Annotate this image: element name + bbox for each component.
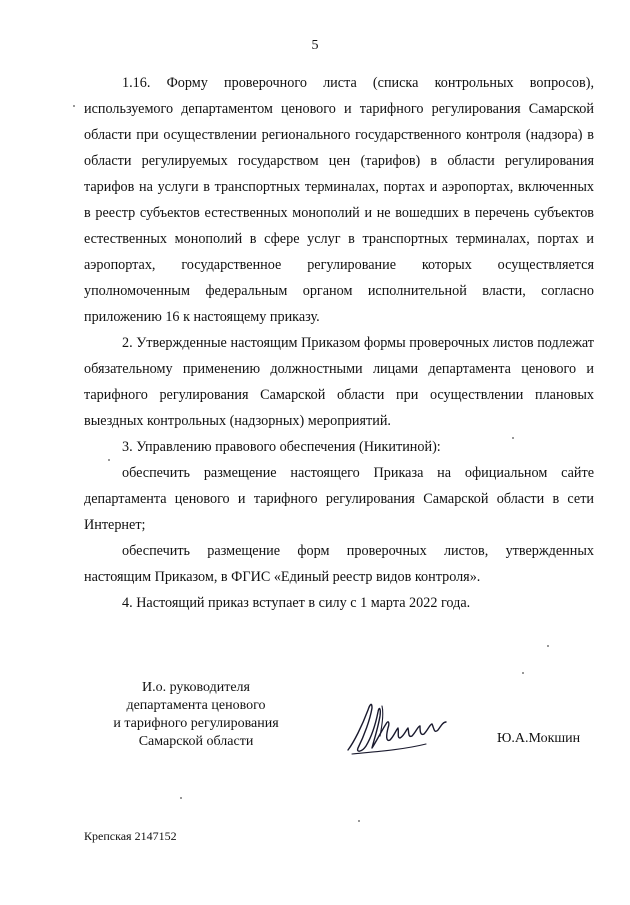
signatory-position-line: Самарской области bbox=[138, 734, 254, 749]
executor-note: Крепская 2147152 bbox=[84, 829, 177, 843]
paragraph-3-website: обеспечить размещение настоящего Приказа на официальном сайте департамента ценового и тарифного регулирования Самарской области в сети Интернет; bbox=[84, 465, 594, 533]
paragraph-1-16: 1.16. Форму проверочного листа (списка контрольных вопросов), используемого департаментом ценового и тарифного регулирования Самарской области при осуществлении регионального государственного контроля (надзора) в области регулируемых государством цен (тарифов) в области регулирования тарифов на услуги в транспортных терминалах, портах и аэропортах, включенных в реестр субъектов естественных монополий и не вошедших в перечень субъектов естественных монополий в сфере услуг в транспортных терминалах, портах и аэропортах, государственное регулирование которых осуществляется уполномоченным федеральным органом исполнительной власти, согласно приложению 16 к настоящему приказу. bbox=[84, 75, 594, 325]
paragraph-3-forms: обеспечить размещение форм проверочных листов, утвержденных настоящим Приказом, в ФГИС «Единый реестр видов контроля». bbox=[84, 543, 594, 585]
handwritten-signature bbox=[342, 696, 452, 758]
scan-speck bbox=[512, 437, 514, 439]
signatory-position bbox=[96, 679, 296, 751]
scan-speck bbox=[108, 459, 110, 461]
paragraph-4: 4. Настоящий приказ вступает в силу с 1 марта 2022 года. bbox=[122, 595, 471, 611]
scan-speck bbox=[180, 797, 182, 799]
paragraph-2: 2. Утвержденные настоящим Приказом формы проверочных листов подлежат обязательному применению должностными лицами департамента ценового и тарифного регулирования Самарской области при осуществлении плановых выездных контрольных (надзорных) мероприятий. bbox=[84, 335, 594, 429]
document-body bbox=[84, 70, 594, 616]
scan-speck bbox=[522, 672, 524, 674]
signatory-position-line: И.о. руководителя bbox=[141, 680, 250, 695]
page-number: 5 bbox=[311, 38, 319, 53]
paragraph-3: 3. Управлению правового обеспечения (Никитиной): bbox=[122, 439, 441, 455]
scan-speck bbox=[73, 105, 75, 107]
signatory-position-line: департамента ценового bbox=[126, 698, 266, 713]
scan-speck bbox=[547, 645, 549, 647]
scan-speck bbox=[358, 820, 360, 822]
signatory-position-line: и тарифного регулирования bbox=[113, 716, 279, 731]
signer-name: Ю.А.Мокшин bbox=[497, 731, 581, 746]
